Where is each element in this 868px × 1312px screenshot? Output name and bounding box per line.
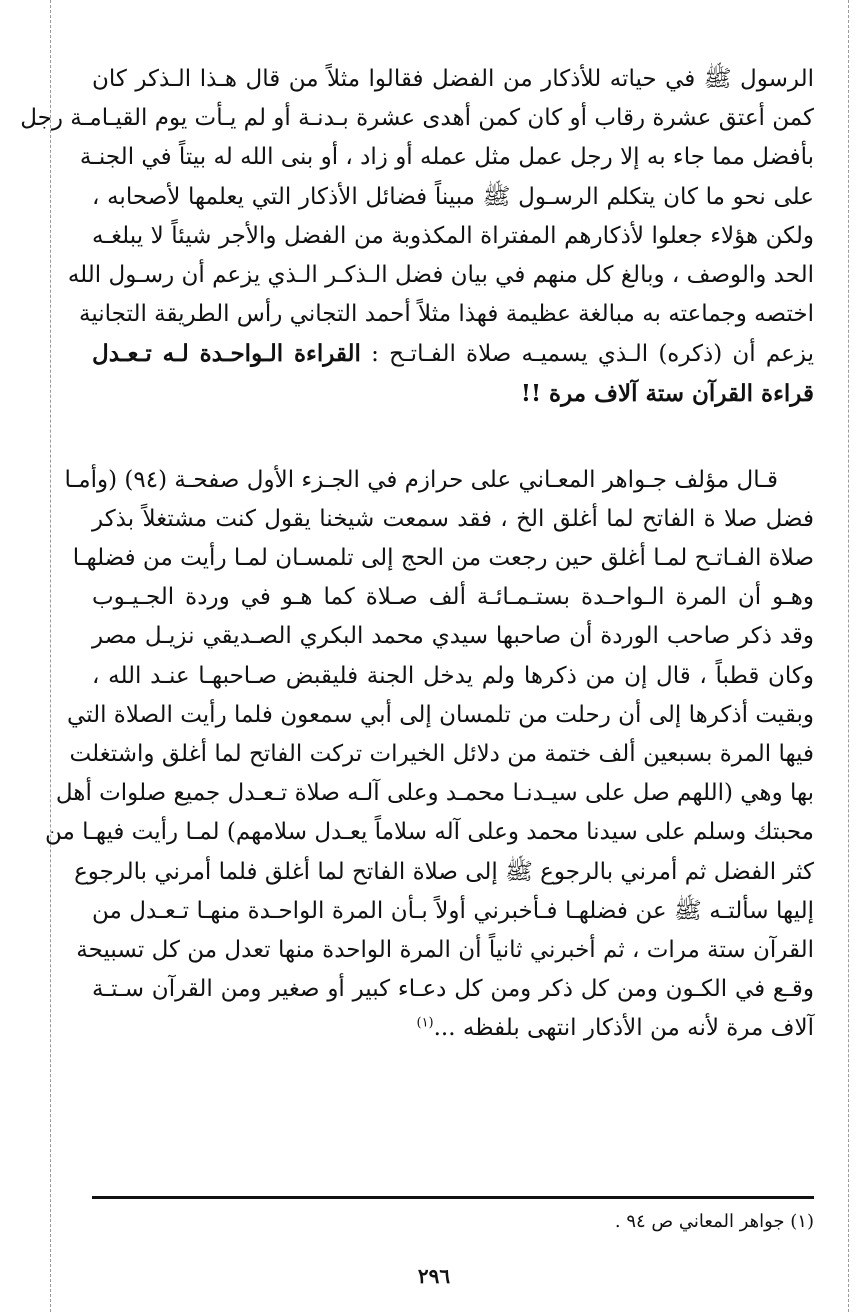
- text-line: وهـو أن المرة الـواحـدة بستـمـائـة ألف صـلاة كما هـو في وردة الجـيـوب: [92, 584, 814, 611]
- page-body: [20, 60, 814, 1049]
- text-line: فيها المرة بسبعين ألف ختمة من دلائل الخيرات تركت الفاتح لما أغلق واشتغلت: [69, 741, 814, 767]
- text-line: على نحو ما كان يتكلم الرسـول ﷺ مبيناً فضائل الأذكار التي يعلمها لأصحابه ،: [92, 183, 814, 210]
- text-line: محبتك وسلم على سيدنا محمد وعلى آله سلاماً يعـدل سلامهم) لمـا رأيت فيهـا من: [44, 819, 814, 846]
- text-line: الرسول ﷺ في حياته للأذكار من الفضل فقالوا مثلاً من قال هـذا الـذكر كان: [92, 66, 814, 92]
- text-line: ولكن هؤلاء جعلوا لأذكارهم المفتراة المكذوبة من الفضل والأجر شيئاً لا يبلغـه: [92, 222, 814, 249]
- text-line: القرآن ستة مرات ، ثم أخبرني ثانياً أن المرة الواحدة منها تعدل من كل تسبيحة: [76, 936, 814, 963]
- text-line: وقد ذكر صاحب الوردة أن صاحبها سيدي محمد البكري الصـديقي نزيـل مصر: [92, 623, 814, 650]
- text-line-start: يزعم أن (ذكره) الـذي يسميـه صلاة الفـاتـح :: [371, 341, 814, 368]
- text-line: وكان قطباً ، قال إن من ذكرها ولم يدخل الجنة فليقبض صـاحبهـا عنـد الله ،: [92, 662, 814, 689]
- text-line: قـال مؤلف جـواهر المعـاني على حرازم في الجـزء الأول صفحـة (٩٤) (وأمـا: [64, 466, 778, 493]
- text-line-last: [92, 1009, 814, 1048]
- text-line: فضل صلا ة الفاتح لما أغلق الخ ، فقد سمعت شيخنا يقول كنت مشتغلاً بذكر: [92, 505, 814, 532]
- text-line: بها وهي (اللهم صل على سيـدنـا محمـد وعلى آلـه صلاة تـعـدل جميع صلوات أهل: [55, 780, 814, 807]
- paragraph-1: [20, 60, 814, 413]
- text-line: الحد والوصف ، وبالغ كل منهم في بيان فضل الـذكـر الـذي يزعم أن رسـول الله: [67, 261, 814, 288]
- text-line-with-bold-quote: [92, 334, 814, 373]
- text-line: وبقيت أذكرها إلى أن رحلت من تلمسان إلى أبي سمعون فلما رأيت الصلاة التي: [66, 701, 814, 728]
- text-line: وقـع في الكـون ومن كل ذكر ومن كل دعـاء كبير أو صغير ومن القرآن سـتـة: [92, 976, 814, 1003]
- page-number: ٢٩٦: [417, 1264, 451, 1288]
- text-line: صلاة الفـاتـح لمـا أغلق حين رجعت من الحج إلى تلمسـان لمـا رأيت من فضلهـا: [72, 545, 814, 572]
- footnote: (١) جواهر المعاني ص ٩٤ .: [614, 1211, 814, 1232]
- scan-dashed-border-right: [848, 0, 849, 1312]
- text-line: اختصه وجماعته به مبالغة عظيمة فهذا مثلاً أحمد التجاني رأس الطريقة التجانية: [78, 301, 814, 328]
- footnote-divider: [92, 1196, 814, 1199]
- text-line: كثر الفضل ثم أمرني بالرجوع ﷺ إلى صلاة الفاتح لما أغلق فلما أمرني بالرجوع: [74, 858, 814, 885]
- scan-dashed-border-left: [50, 0, 51, 1312]
- paragraph-gap: [92, 413, 814, 461]
- text-line: كمن أعتق عشرة رقاب أو كان كمن أهدى عشرة بـدنـة أو لم يـأت يوم القيـامـة رجل: [20, 105, 814, 132]
- text-line: إليها سألتـه ﷺ عن فضلهـا فـأخبرني أولاً بـأن المرة الواحـدة منهـا تـعـدل من: [92, 897, 814, 924]
- text-line-end: آلاف مرة لأنه من الأذكار انتهى بلفظه ...: [433, 1015, 814, 1042]
- paragraph-2: [44, 461, 814, 1049]
- footnote-reference: (١): [416, 1015, 434, 1031]
- bold-quote-part-2: قراءة القرآن ستة آلاف مرة !!: [520, 379, 814, 407]
- text-line: بأفضل مما جاء به إلا رجل عمل مثل عمله أو زاد ، أو بنى الله له بيتاً في الجنـة: [79, 144, 814, 171]
- bold-quote-part-1: القراءة الـواحـدة لـه تـعـدل: [92, 340, 361, 368]
